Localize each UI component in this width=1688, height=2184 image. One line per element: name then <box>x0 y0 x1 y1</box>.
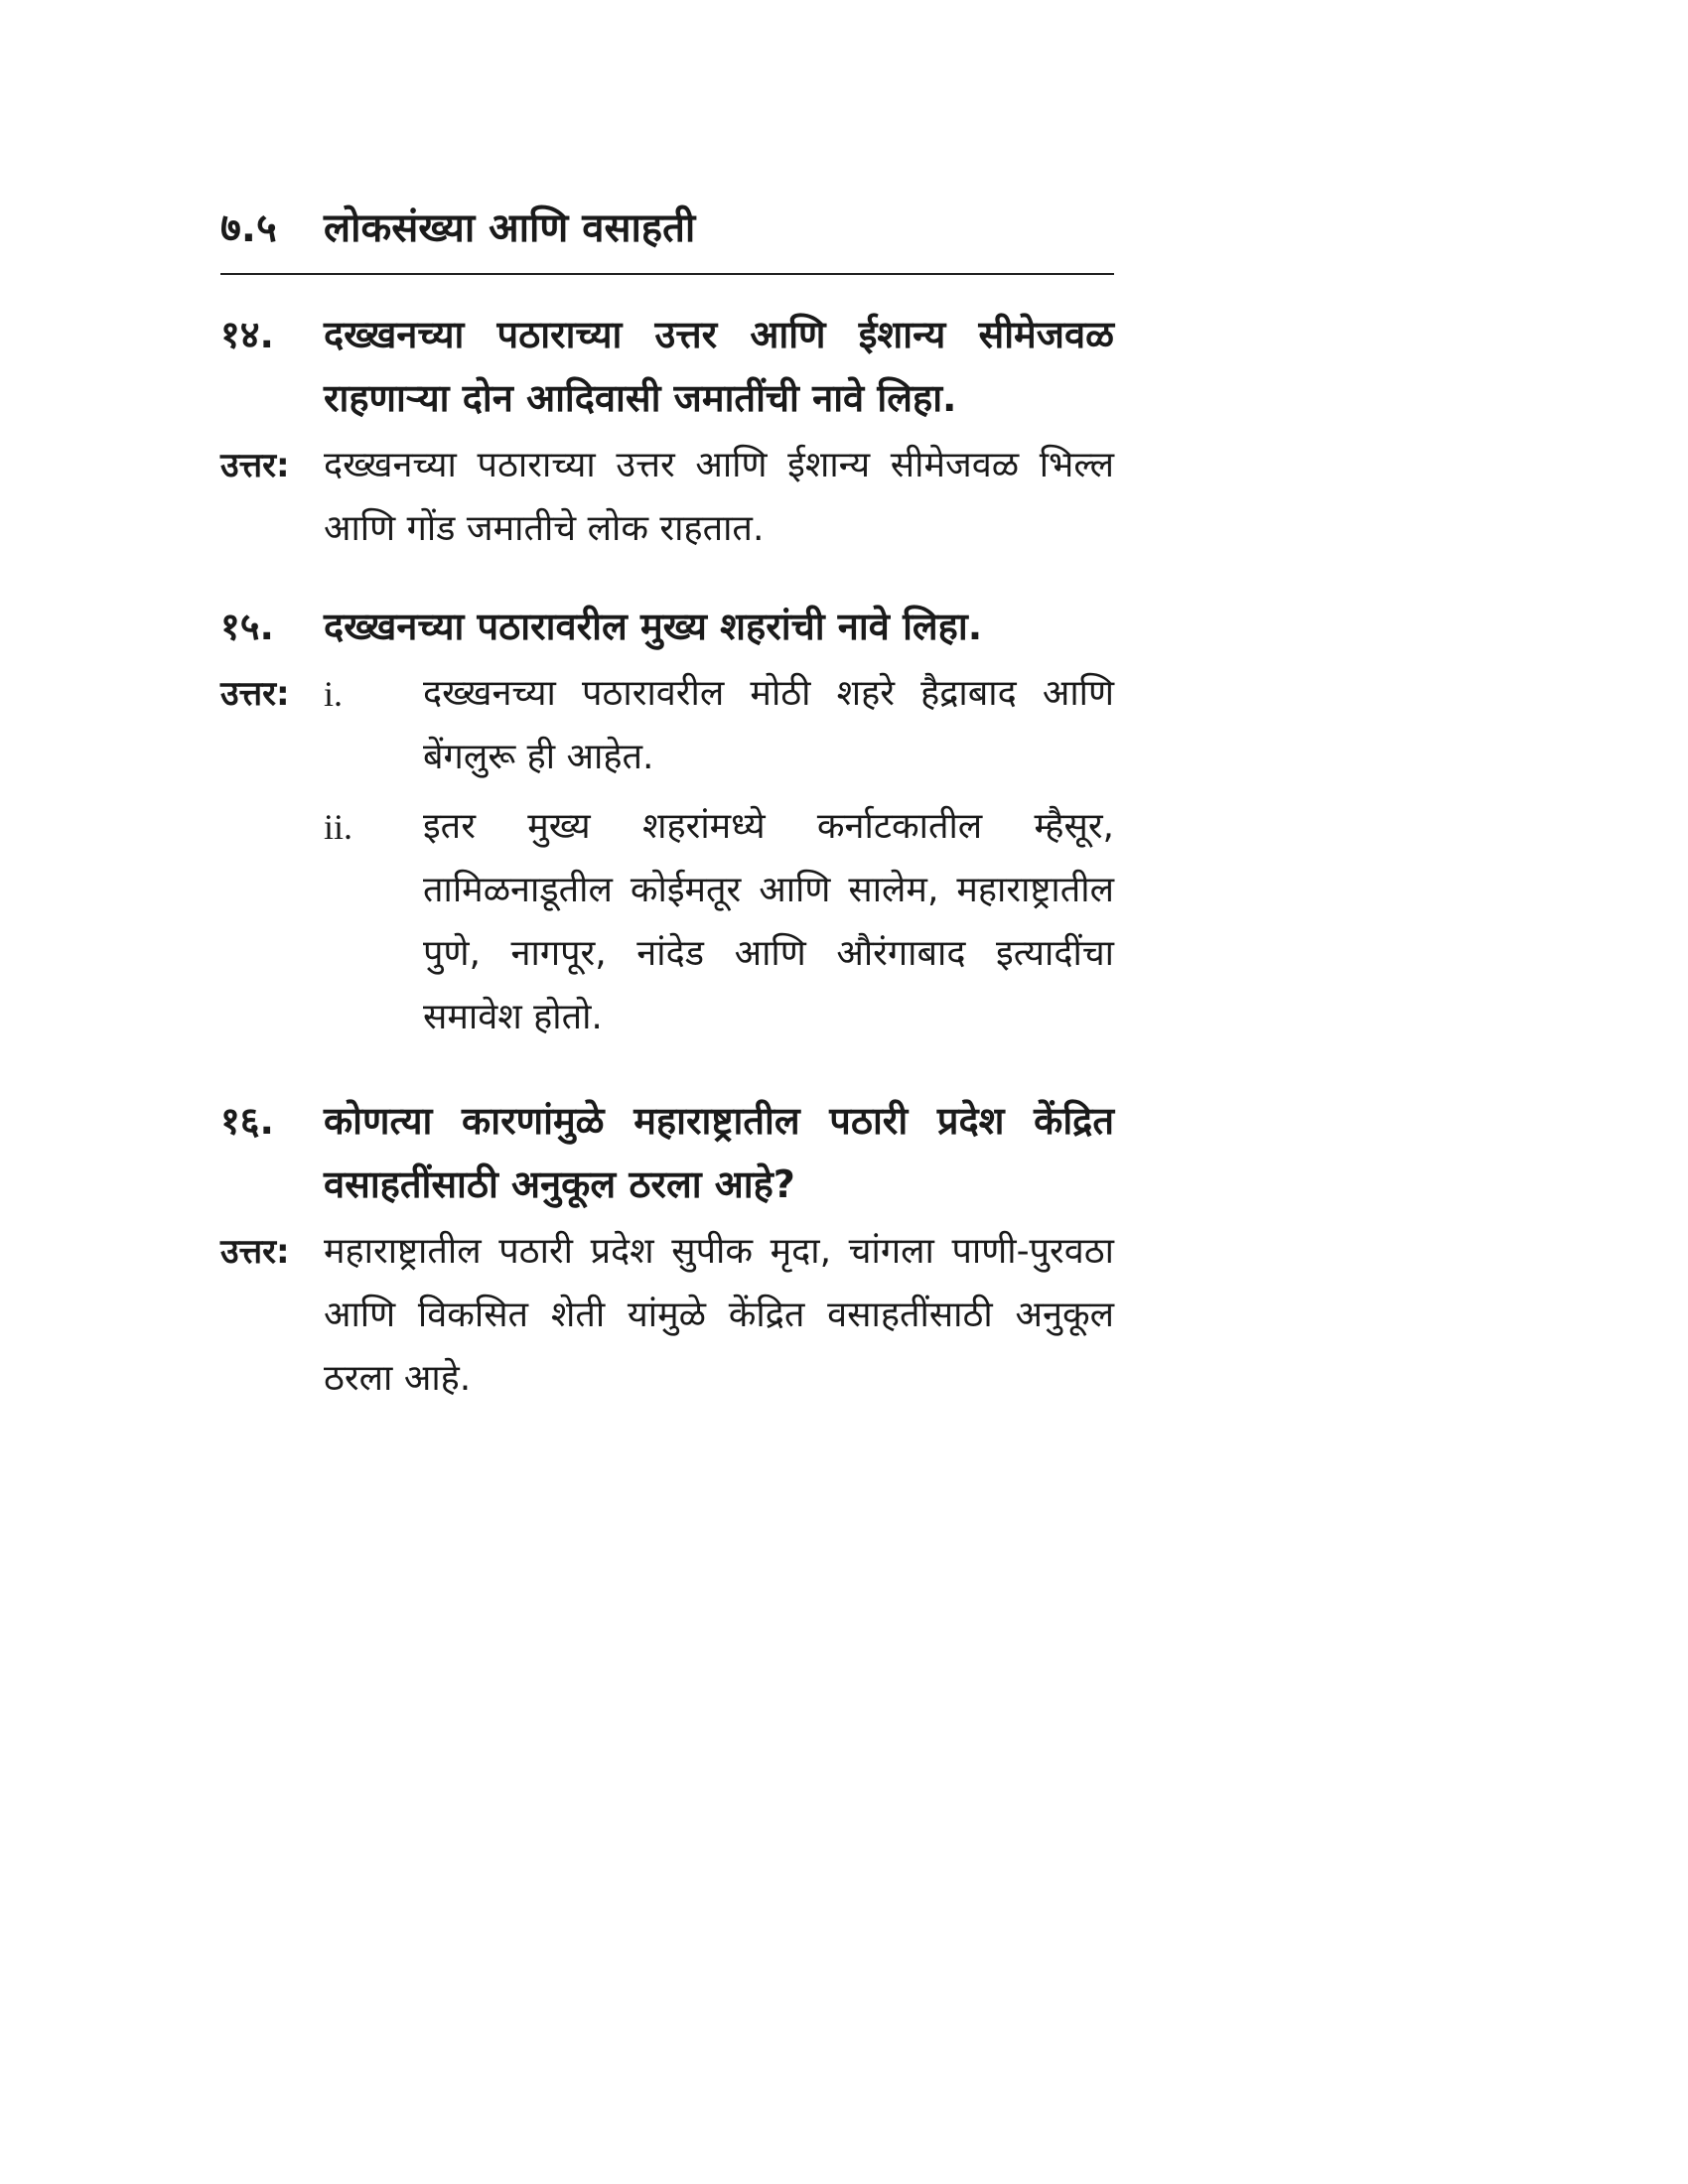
section-header <box>220 199 1114 275</box>
answer-label: उत्तर: <box>220 446 290 485</box>
list-item <box>324 662 1114 789</box>
question-block-15 <box>220 595 1114 1055</box>
question-number: १४. <box>220 313 274 356</box>
question-text: दख्खनच्या पठाराच्या उत्तर आणि ईशान्य सीमेजवळ राहणाऱ्या दोन आदिवासी जमातींची नावे लिहा. <box>324 313 1114 420</box>
question-block-14 <box>220 303 1114 561</box>
question-text: दख्खनच्या पठारावरील मुख्य शहरांची नावे लिहा. <box>324 605 983 648</box>
section-number: ७.५ <box>220 205 277 251</box>
list-item-text: इतर मुख्य शहरांमध्ये कर्नाटकातील म्हैसूर, तामिळनाडूतील कोईमतूर आणि सालेम, महाराष्ट्रातील पुणे, नागपूर, नांदेड आणि औरंगाबाद इत्यादींचा समावेश होतो. <box>423 806 1114 1037</box>
list-item-text: दख्खनच्या पठारावरील मोठी शहरे हैद्राबाद आणि बेंगलुरू ही आहेत. <box>423 673 1114 777</box>
document-page <box>220 199 1114 1444</box>
section-title: लोकसंख्या आणि वसाहती <box>324 205 696 251</box>
answer-row <box>220 1220 1114 1411</box>
answer-text: दख्खनच्या पठाराच्या उत्तर आणि ईशान्य सीमेजवळ भिल्ल आणि गोंड जमातीचे लोक राहतात. <box>324 445 1114 549</box>
list-item <box>324 795 1114 1049</box>
list-marker: i. <box>324 674 344 714</box>
question-row <box>220 595 1114 658</box>
answer-list <box>324 662 1114 1055</box>
answer-label: उत्तर: <box>220 1232 290 1272</box>
question-text: कोणत्या कारणांमुळे महाराष्ट्रातील पठारी प्रदेश केंद्रित वसाहतींसाठी अनुकूल ठरला आहे? <box>324 1099 1114 1206</box>
answer-label: उत्तर: <box>220 674 290 714</box>
answer-row <box>220 434 1114 561</box>
question-row <box>220 1089 1114 1216</box>
question-number: १५. <box>220 605 274 648</box>
answer-text: महाराष्ट्रातील पठारी प्रदेश सुपीक मृदा, चांगला पाणी-पुरवठा आणि विकसित शेती यांमुळे केंद्रित वसाहतींसाठी अनुकूल ठरला आहे. <box>324 1231 1114 1399</box>
answer-row <box>220 662 1114 1055</box>
question-number: १६. <box>220 1099 274 1143</box>
question-block-16 <box>220 1089 1114 1411</box>
question-row <box>220 303 1114 430</box>
list-marker: ii. <box>324 807 353 847</box>
